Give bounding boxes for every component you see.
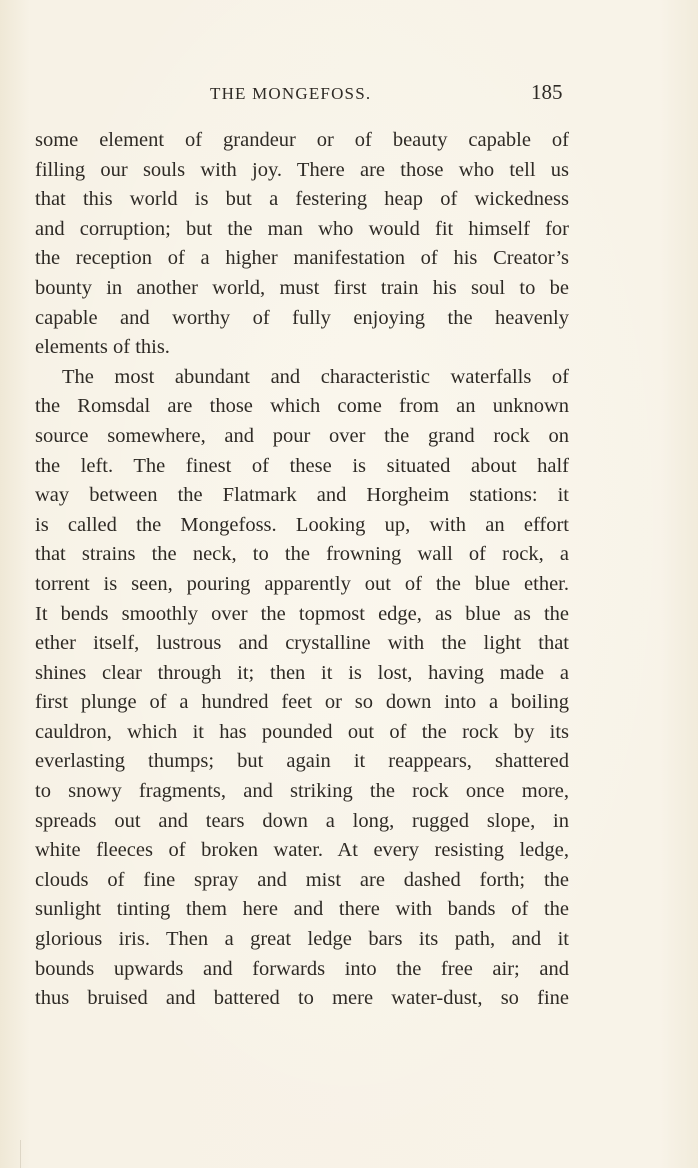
text-line: spreads out and tears down a long, rugged slope, in — [35, 809, 569, 832]
text-line: white fleeces of broken water. At every resisting ledge, — [35, 839, 569, 862]
text-line: bounds upwards and forwards into the free air; and — [35, 957, 569, 980]
running-title: THE MONGEFOSS. — [210, 84, 372, 103]
text-line: It bends smoothly over the topmost edge, as blue as the — [35, 602, 569, 625]
text-line: ether itself, lustrous and crystalline with the light that — [35, 632, 569, 655]
text-line: glorious iris. Then a great ledge bars its path, and it — [35, 928, 569, 951]
text-line: thus bruised and battered to mere water-dust, so fine — [35, 987, 569, 1010]
text-line: that this world is but a festering heap of wickedness — [35, 188, 569, 211]
text-line: to snowy fragments, and striking the rock once more, — [35, 780, 569, 803]
text-line: capable and worthy of fully enjoying the heavenly — [35, 306, 569, 329]
text-line: way between the Flatmark and Horgheim stations: it — [35, 484, 569, 507]
text-line: and corruption; but the man who would fit himself for — [35, 217, 569, 240]
text-line: is called the Mongefoss. Looking up, with an effort — [35, 513, 569, 536]
paragraph-start-line: The most abundant and characteristic waterfalls of — [62, 365, 569, 388]
text-line: some element of grandeur or of beauty capable of — [35, 129, 569, 151]
text-line: first plunge of a hundred feet or so down into a boiling — [35, 691, 569, 714]
text-line: everlasting thumps; but again it reappears, shattered — [35, 750, 569, 773]
text-line: the Romsdal are those which come from an unknown — [35, 395, 569, 418]
text-line: clouds of fine spray and mist are dashed forth; the — [35, 868, 569, 891]
text-line: cauldron, which it has pounded out of the rock by its — [35, 720, 569, 743]
text-line: the reception of a higher manifestation of his Creator’s — [35, 247, 569, 270]
text-line: shines clear through it; then it is lost, having made a — [35, 661, 569, 684]
page-header — [0, 80, 698, 110]
text-line: source somewhere, and pour over the grand rock on — [35, 424, 569, 447]
page-edge-mark — [20, 1140, 43, 1168]
text-line: the left. The finest of these is situated about half — [35, 454, 569, 477]
paragraph-end-line: elements of this. — [35, 336, 170, 359]
text-line: bounty in another world, must first train his soul to be — [35, 276, 569, 299]
text-line: torrent is seen, pouring apparently out of the blue ether. — [35, 572, 569, 595]
text-line: sunlight tinting them here and there with bands of the — [35, 898, 569, 921]
text-line: that strains the neck, to the frowning wall of rock, a — [35, 543, 569, 566]
body-text — [35, 126, 569, 1014]
page-number: 185 — [531, 80, 563, 104]
text-line: filling our souls with joy. There are those who tell us — [35, 158, 569, 181]
